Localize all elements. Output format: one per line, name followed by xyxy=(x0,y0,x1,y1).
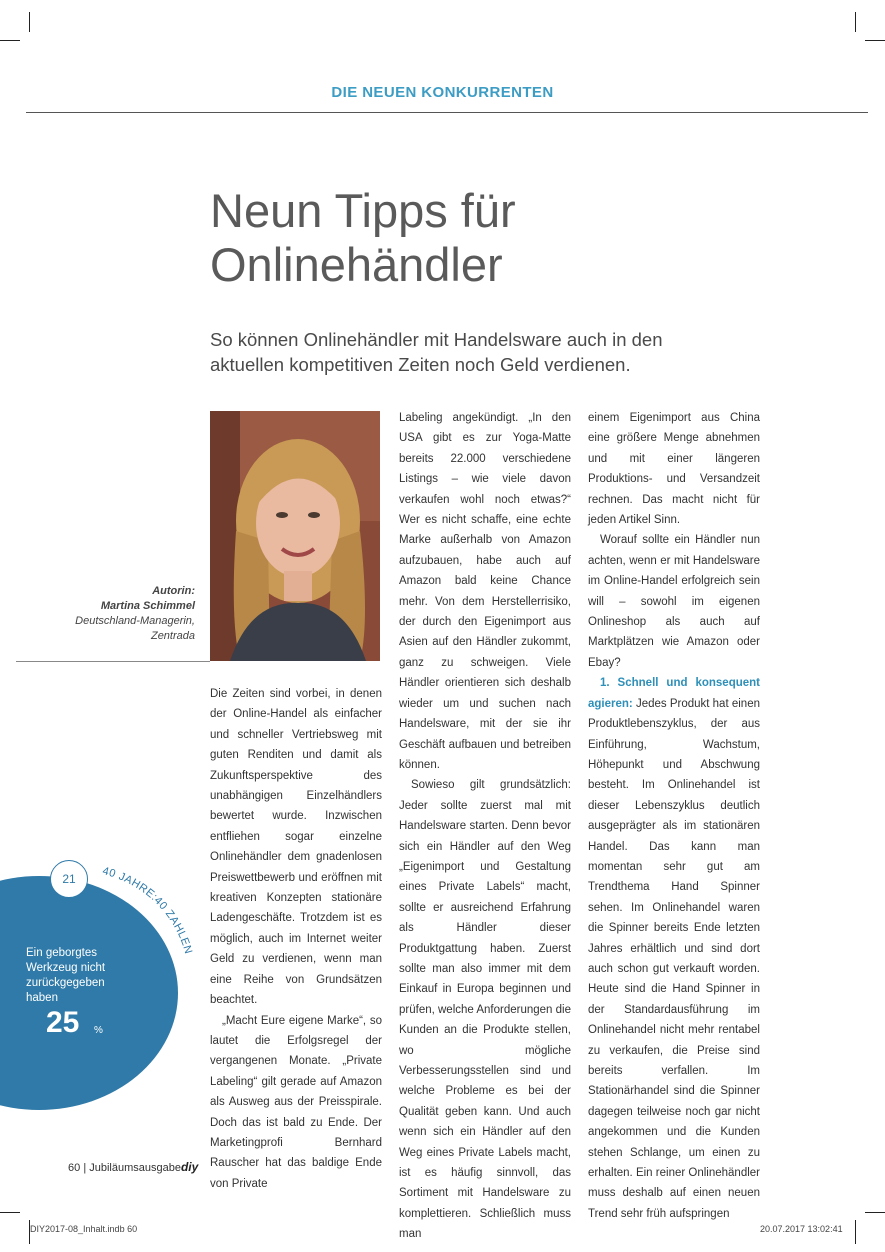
slug-file: DIY2017-08_Inhalt.indb 60 xyxy=(30,1224,138,1234)
paragraph: Die Zeiten sind vorbei, in denen der Online-Handel als einfacher und schneller Vertriebsweg mit guten Renditen und damit als Zukunftsperspektive des unabhängigen Einzelhändlers bewertet wurde. Inzwischen entfliehen sogar einzelne Onlinehändler dem gnadenlosen Preiswettbewerb und eröffnen mit kreativen Konzepten stationäre Ladengeschäfte. Trotzdem ist es möglich, auch im Internet weiter Geld zu verdienen, wenn man eine Reihe von Grundsätzen beachtet. xyxy=(210,688,382,1007)
crop-mark xyxy=(0,1212,20,1213)
crop-mark xyxy=(855,12,856,32)
fact-line: Werkzeug nicht xyxy=(26,962,106,974)
article-column-1 xyxy=(210,684,382,1194)
author-credit xyxy=(40,584,195,644)
title-line: Onlinehändler xyxy=(210,238,503,291)
factbox-unit: % xyxy=(94,1025,103,1036)
crop-mark xyxy=(865,1212,885,1213)
article-column-3 xyxy=(588,408,760,1224)
tip-text: Jedes Produkt hat einen Produktlebenszyklus, der aus Einführung, Wachstum, Höhepunkt und Abschwung besteht. Im Onlinehandel ist dieser Lebenszyklus deutlich ausgeprägter als im stationären Handel. Das kann man momentan sehr gut am Trendthema Hand Spinner sehen. Im Onlinehandel waren die Spinner bereits Ende letzten Jahres erhältlich und sind dort auch schon gut verkauft worden. Heute sind die Hand Spinner in der Standardausführung im Onlinehandel nicht mehr rentabel zu verkaufen, die Preise sind bereits verfallen. Im Stationärhandel sind die Spinner dagegen teilweise noch gar nicht angekommen und die Kunden stehen Schlange, um einen zu erhalten. Ein reiner Onlinehändler muss deshalb auf einen neuen Trend sehr früh aufspringen xyxy=(588,697,760,1220)
fact-line: zurückgegeben xyxy=(26,977,105,989)
author-rule xyxy=(16,661,210,662)
paragraph: Sowieso gilt grundsätzlich: Jeder sollte zuerst mal mit Handelsware starten. Denn bevor sich ein Händler auf den Weg „Eigenimport und Gestaltung eines Private Labels“ macht, sollte er ausreichend Erfahrung als Händler dieser Produktgattung haben. Zuerst sollte man also immer mit dem Einkauf in Europa beginnen und prüfen, welche Anforderungen die Kunden an die Produkte stellen, wo mögliche Verbesserungsstellen sind und welche Probleme es bei der Qualität geben kann. Und auch wenn sich ein Händler auf den Weg eines Private Labels macht, ist es häufig sinnvoll, das Sortiment mit Handelsware zu komplettieren. Schließlich muss man xyxy=(399,779,571,1241)
header-rule xyxy=(26,112,868,113)
tip-heading: 1. Schnell und konsequent agieren: xyxy=(588,677,760,710)
footer-separator: | xyxy=(83,1162,87,1174)
crop-mark xyxy=(0,40,20,41)
paragraph xyxy=(588,673,760,1224)
subtitle-line: aktuellen kompetitiven Zeiten noch Geld verdienen. xyxy=(210,354,631,375)
paragraph: einem Eigenimport aus China eine größere Menge abnehmen und mit einer längeren Produktions- und Versandzeit rechnen. Das macht nicht für jeden Artikel Sinn. xyxy=(588,412,760,527)
publication-name: Jubiläumsausgabe xyxy=(89,1162,181,1174)
paragraph: Worauf sollte ein Händler nun achten, wenn er mit Handelsware im Online-Handel erfolgreich sein will – sowohl im eigenen Onlineshop als auch auf Marktplätzen wie Amazon oder Ebay? xyxy=(588,534,760,669)
paragraph: Labeling angekündigt. „In den USA gibt es zur Yoga-Matte bereits 22.000 verschiedene Listings – wie viele davon verkaufen wohl noch etwas?“ Wer es nicht schaffe, eine echte Marke außerhalb von Amazon aufzubauen, habe auch auf Amazon bald keine Chance mehr. Von dem Herstellerrisiko, der durch den Eigenimport aus Asien auf den Händler zukommt, ganz zu schweigen. Viele Händler orientieren sich deshalb wieder um und suchen nach Handelsware, mit der sie ihr Geschäft aufbauen und betreiben können. xyxy=(399,412,571,771)
author-label: Autorin: xyxy=(152,585,195,597)
title-line: Neun Tipps für xyxy=(210,184,516,237)
factbox-number: 25 xyxy=(46,1006,80,1039)
crop-mark xyxy=(29,12,30,32)
author-role: Deutschland-Managerin, xyxy=(75,615,195,627)
page-footer xyxy=(68,1160,198,1174)
factbox-text xyxy=(26,946,156,1006)
author-company: Zentrada xyxy=(150,630,195,642)
crop-mark xyxy=(855,1220,856,1244)
fact-line: haben xyxy=(26,992,58,1004)
factbox-badge: 21 xyxy=(50,860,88,898)
author-photo xyxy=(210,411,380,661)
crop-mark xyxy=(865,40,885,41)
section-heading: DIE NEUEN KONKURRENTEN xyxy=(331,84,554,101)
article-title xyxy=(210,184,830,292)
subtitle-line: So können Onlinehändler mit Handelsware auch in den xyxy=(210,329,663,350)
svg-text:40 JAHRE:40 ZAHLEN xyxy=(101,865,194,955)
slug-datetime: 20.07.2017 13:02:41 xyxy=(760,1224,843,1234)
article-subtitle xyxy=(210,327,810,377)
author-name: Martina Schimmel xyxy=(100,600,195,612)
arc-text: 40 JAHRE:40 ZAHLEN xyxy=(101,865,195,956)
brand-logo: diy xyxy=(180,1160,199,1174)
page-number: 60 xyxy=(68,1162,81,1174)
paragraph: „Macht Eure eigene Marke“, so lautet die Erfolgsregel der vergangenen Monate. „Private Labeling“ gilt gerade auf Amazon als Ausweg aus der Preisspirale. Doch das ist bald zu Ende. Der Marketingprofi Bernhard Rauscher hat das baldige Ende von Private xyxy=(210,1014,382,1190)
portrait-image xyxy=(210,411,380,661)
fact-line: Ein geborgtes xyxy=(26,947,97,959)
article-column-2 xyxy=(399,408,571,1245)
